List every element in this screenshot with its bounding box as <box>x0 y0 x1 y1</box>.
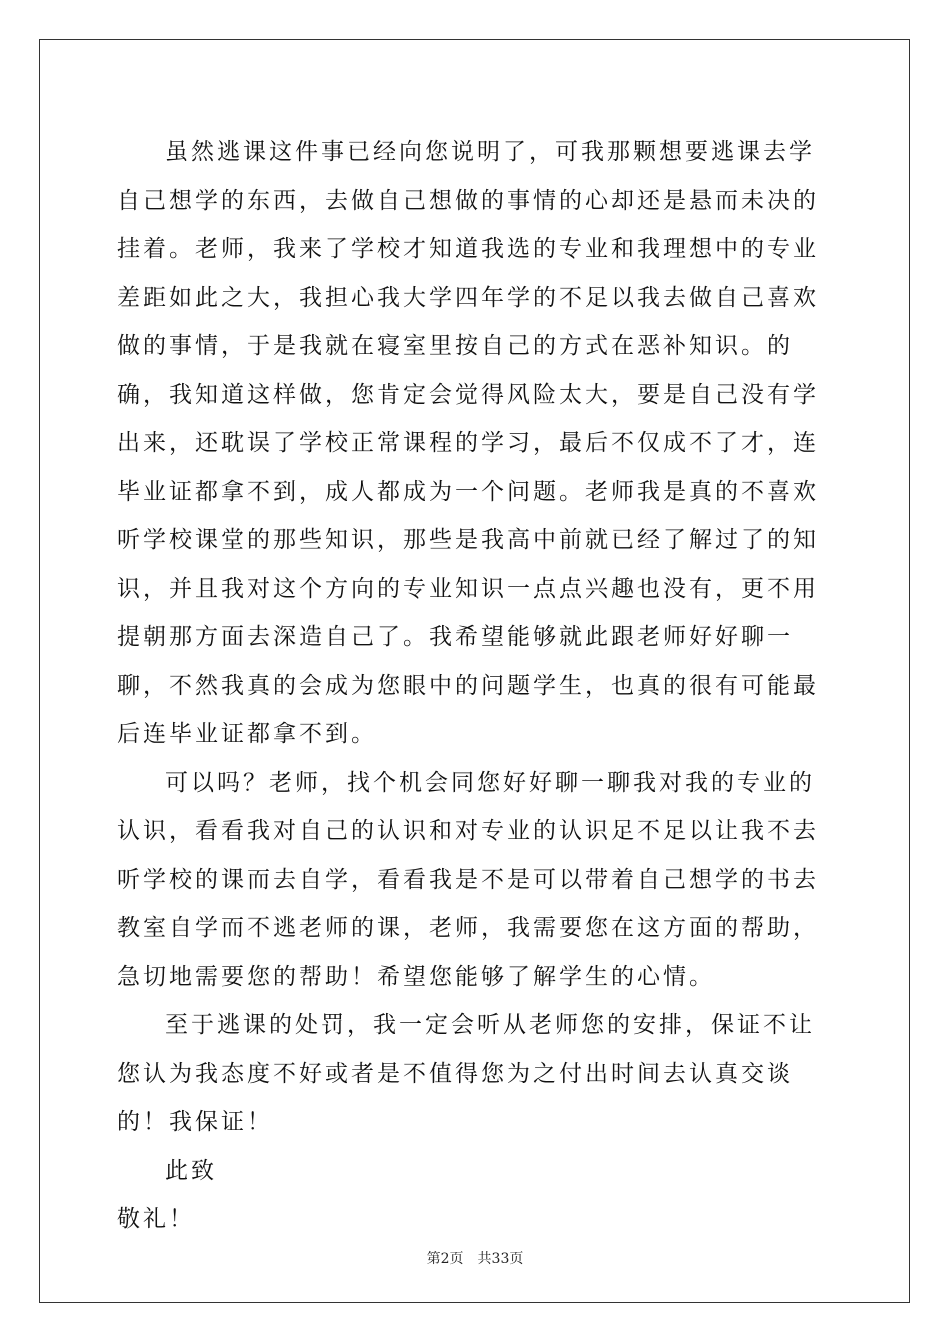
paragraph-2: 可以吗？老师，找个机会同您好好聊一聊我对我的专业的认识，看看我对自己的认识和对专业的认识足不足以让我不去听学校的课而去自学，看看我是不是可以带着自己想学的书去教室自学而不逃老师的课，老师，我需要您在这方面的帮助，急切地需要您的帮助！希望您能够了解学生的心情。 <box>117 769 819 990</box>
paragraph-3: 至于逃课的处罚，我一定会听从老师您的安排，保证不让您认为我态度不好或者是不值得您为之付出时间去认真交谈的！我保证！ <box>117 1012 815 1135</box>
page-total: 共33页 <box>477 1251 524 1267</box>
letter-body <box>117 128 833 1244</box>
closing-regards: 敬礼！ <box>117 1206 195 1232</box>
page-number: 第2页 <box>426 1251 464 1267</box>
paragraph-1: 虽然逃课这件事已经向您说明了，可我那颗想要逃课去学自己想学的东西，去做自己想做的事情的心却还是悬而未决的挂着。老师，我来了学校才知道我选的专业和我理想中的专业差距如此之大，我担心我大学四年学的不足以我去做自己喜欢做的事情，于是我就在寝室里按自己的方式在恶补知识。的确，我知道这样做，您肯定会觉得风险太大，要是自己没有学出来，还耽误了学校正常课程的学习，最后不仅成不了才，连毕业证都拿不到，成人都成为一个问题。老师我是真的不喜欢听学校课堂的那些知识，那些是我高中前就已经了解过了的知识，并且我对这个方向的专业知识一点点兴趣也没有，更不用提朝那方面去深造自己了。我希望能够就此跟老师好好聊一聊，不然我真的会成为您眼中的问题学生，也真的很有可能最后连毕业证都拿不到。 <box>117 139 819 747</box>
page-footer <box>0 1248 950 1268</box>
closing-salutation: 此致 <box>165 1157 217 1184</box>
